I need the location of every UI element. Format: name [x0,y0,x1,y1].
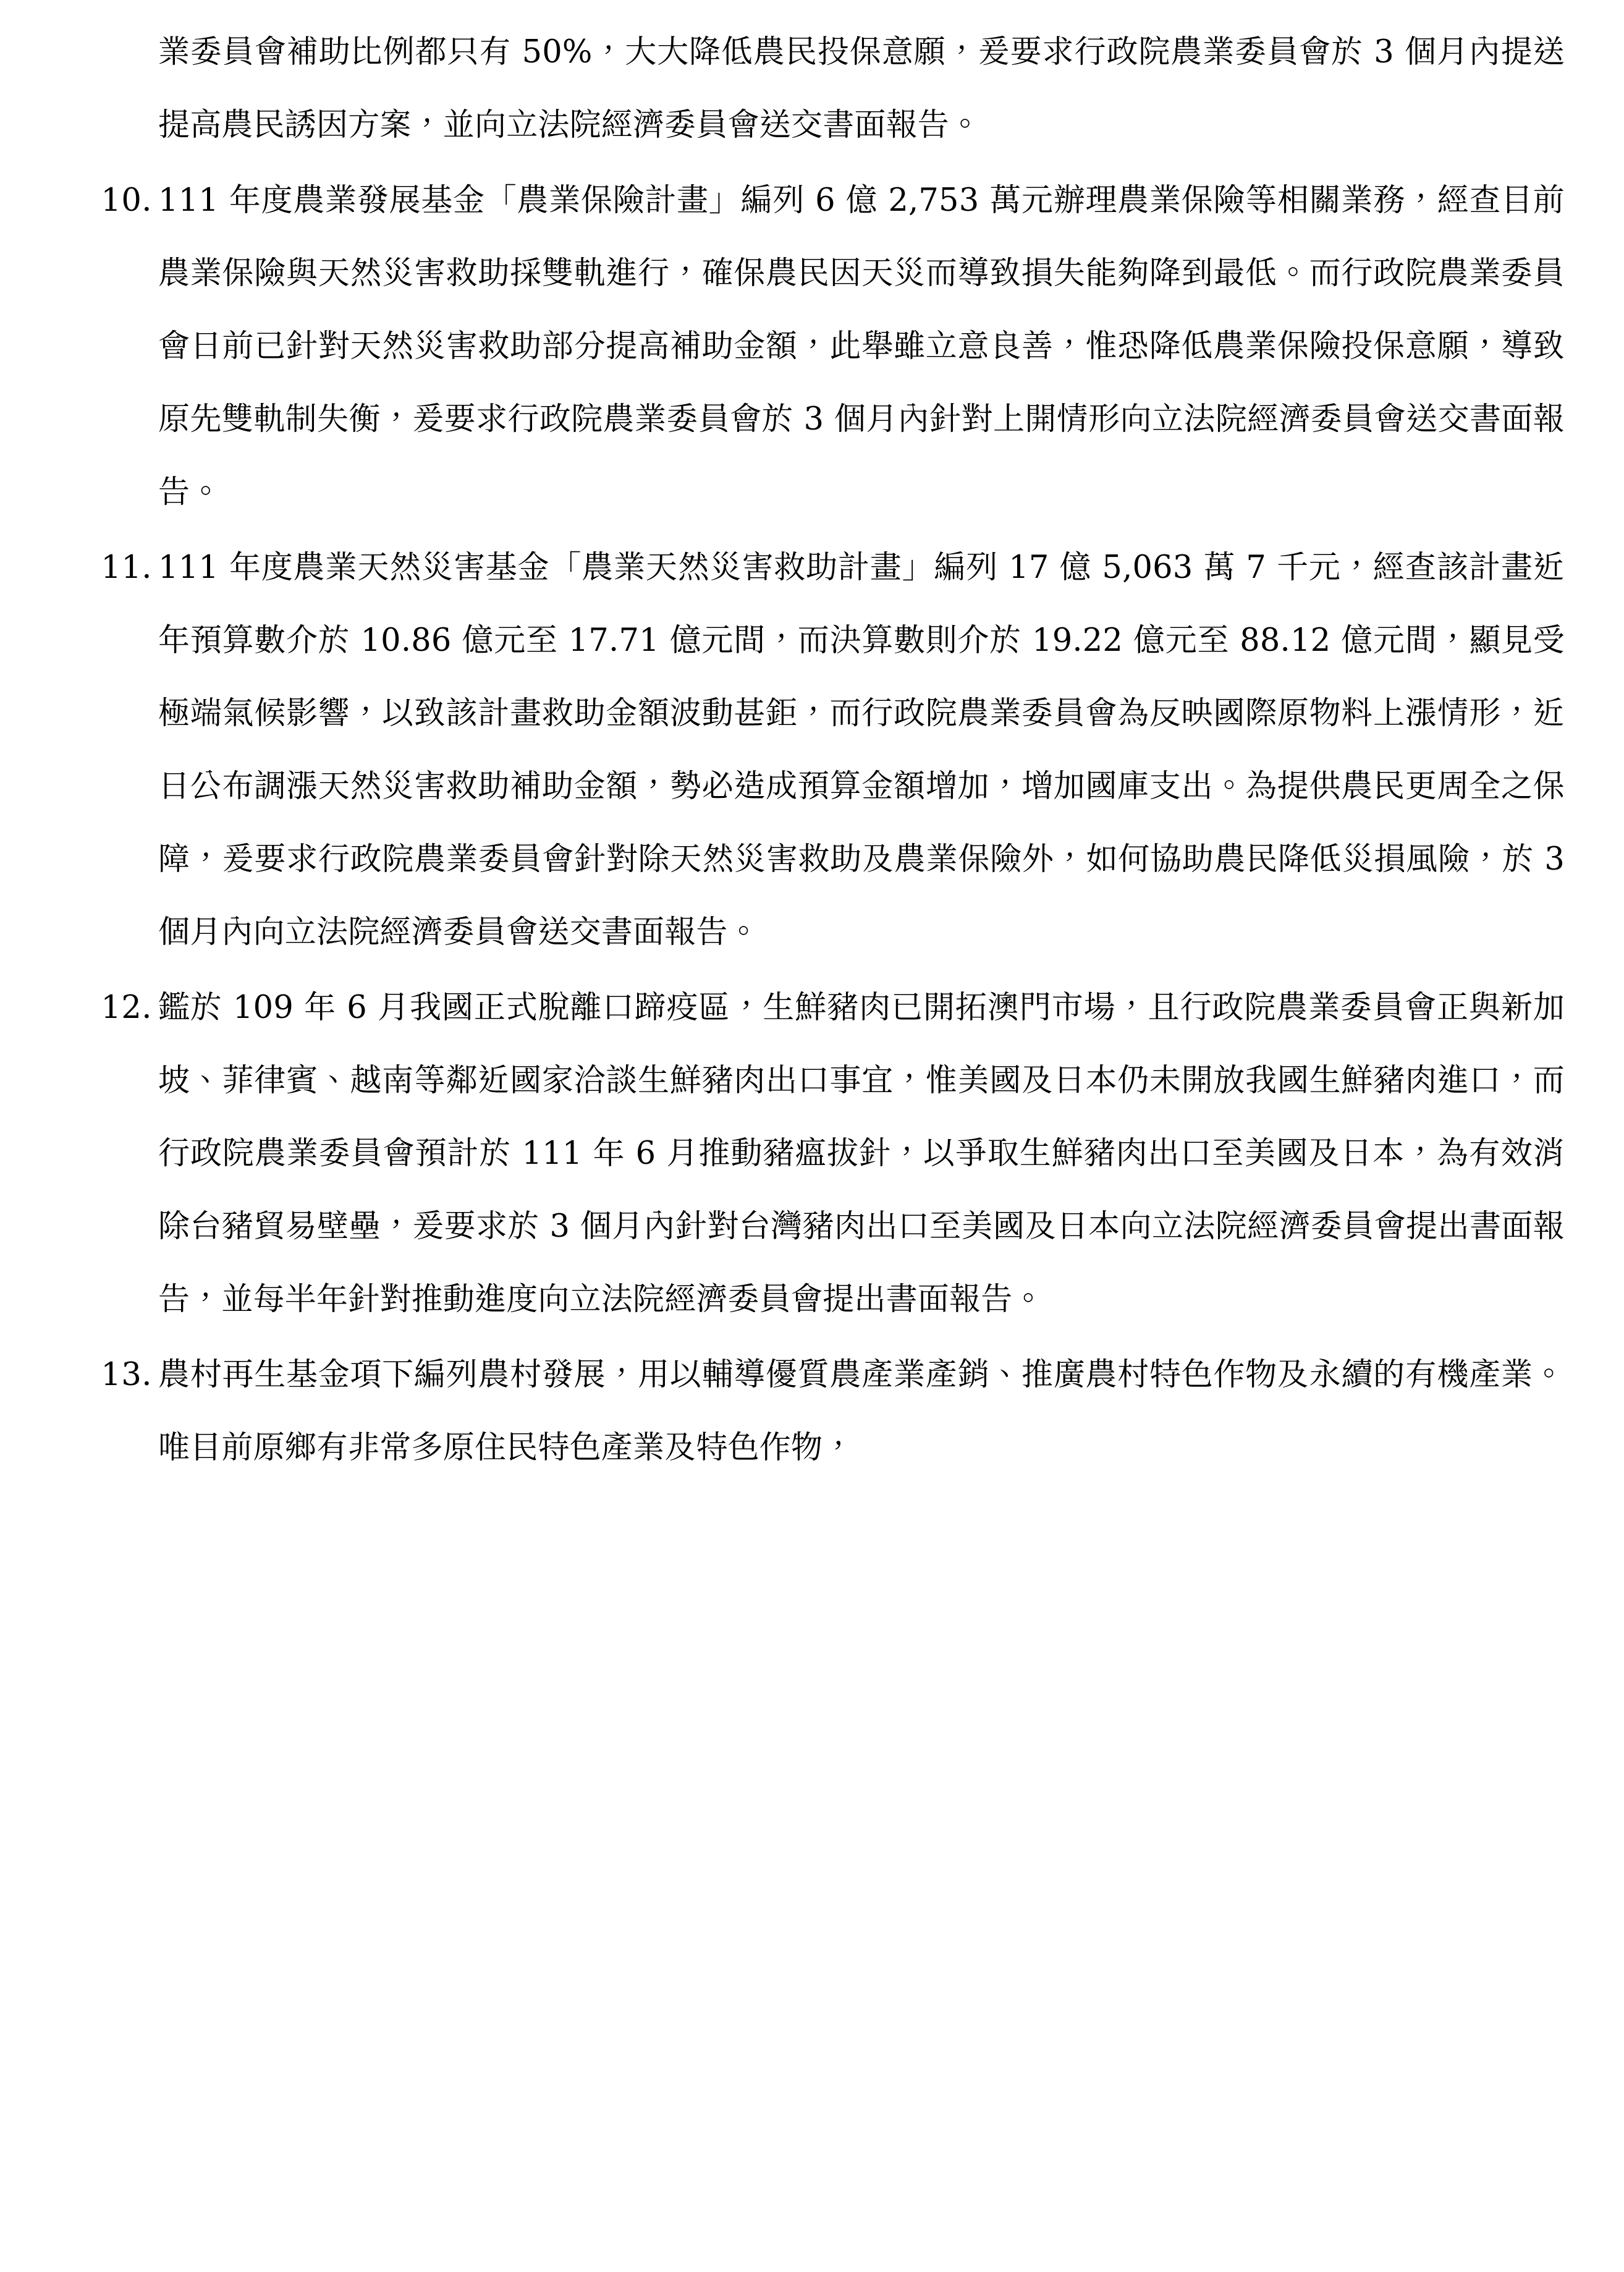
list-item-number: 11. [101,549,152,586]
list-item-text: 鑑於 109 年 6 月我國正式脫離口蹄疫區，生鮮豬肉已開拓澳門市場，且行政院農業委員會正與新加坡、菲律賓、越南等鄰近國家洽談生鮮豬肉出口事宜，惟美國及日本仍未開放我國生鮮豬肉進口，而行政院農業委員會預計於 111 年 6 月推動豬瘟拔針，以爭取生鮮豬肉出口至美國及日本，為有效消除台豬貿易壁壘，爰要求於 3 個月內針對台灣豬肉出口至美國及日本向立法院經濟委員會提出書面報告，並每半年針對推動進度向立法院經濟委員會提出書面報告。 [158,990,1565,1318]
list-item-text: 111 年度農業發展基金「農業保險計畫」編列 6 億 2,753 萬元辦理農業保險等相關業務，經查目前農業保險與天然災害救助採雙軌進行，確保農民因天災而導致損失能夠降到最低。而行政院農業委員會日前已針對天然災害救助部分提高補助金額，此舉雖立意良善，惟恐降低農業保險投保意願，導致原先雙軌制失衡，爰要求行政院農業委員會於 3 個月內針對上開情形向立法院經濟委員會送交書面報告。 [158,182,1565,511]
list-item-text: 農村再生基金項下編列農村發展，用以輔導優質農產業產銷、推廣農村特色作物及永續的有機產業。唯目前原鄉有非常多原住民特色產業及特色作物， [158,1357,1565,1466]
document-body [59,16,1565,1485]
list-item-text: 111 年度農業天然災害基金「農業天然災害救助計畫」編列 17 億 5,063 萬 7 千元，經查該計畫近年預算數介於 10.86 億元至 17.71 億元間，而決算數則介於 19.22 億元至 88.12 億元間，顯見受極端氣候影響，以致該計畫救助金額波動甚鉅，而行政院農業委員會為反映國際原物料上漲情形，近日公布調漲天然災害救助補助金額，勢必造成預算金額增加，增加國庫支出。為提供農民更周全之保障，爰要求行政院農業委員會針對除天然災害救助及農業保險外，如何協助農民降低災損風險，於 3 個月內向立法院經濟委員會送交書面報告。 [158,549,1565,951]
paragraph-continuation [59,16,1565,162]
paragraph-text: 業委員會補助比例都只有 50%，大大降低農民投保意願，爰要求行政院農業委員會於 3 個月內提送提高農民誘因方案，並向立法院經濟委員會送交書面報告。 [158,34,1565,143]
list-item-10 [59,164,1565,529]
list-item-13 [59,1339,1565,1485]
list-item-number: 10. [101,182,152,219]
list-item-number: 13. [101,1357,152,1393]
list-item-number: 12. [101,990,152,1026]
list-item-11 [59,532,1565,969]
list-item-12 [59,972,1565,1336]
